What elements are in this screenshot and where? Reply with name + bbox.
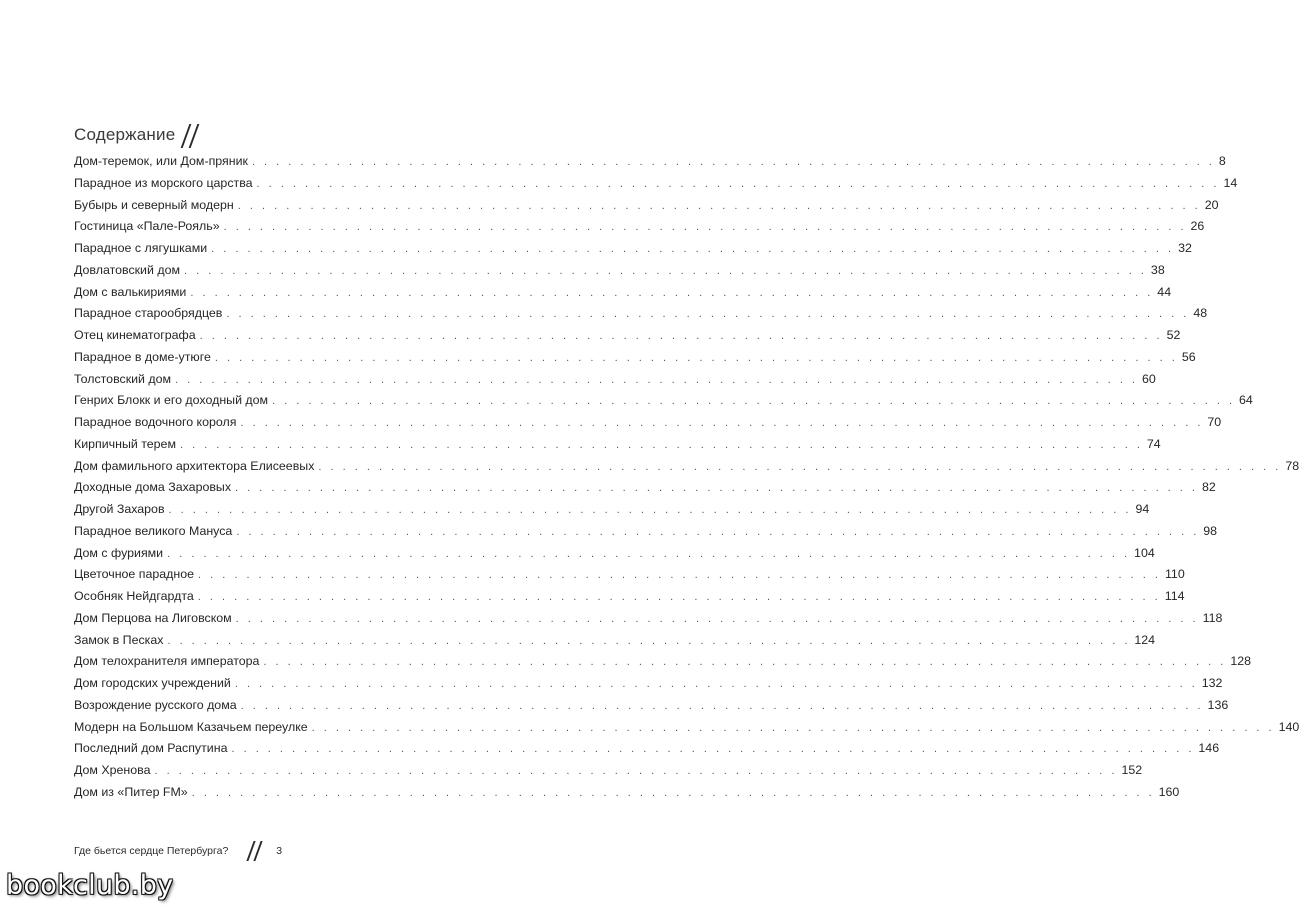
toc-entry-page: 44 — [1157, 284, 1172, 299]
toc-entry-title: Генрих Блокк и его доходный дом — [74, 393, 269, 408]
toc-entry — [74, 262, 1165, 285]
dot-leader: . . . . . . . . . . . . . . . . . . . . . . . . . . . . . . . . . . . . . . . . . . . . . . . . . . . . . . . . . . . . . . . . . . . . . . . . . . . . . . . . — [235, 612, 1199, 625]
toc-entry-page: 98 — [1203, 523, 1218, 538]
toc-entry-page: 132 — [1201, 676, 1223, 690]
toc-entry-page: 94 — [1135, 502, 1150, 516]
toc-entry — [74, 197, 1219, 220]
toc-entry-title: Довлатовский дом — [74, 262, 180, 277]
toc-entry-title: Дом телохранителя императора — [74, 654, 260, 669]
toc-entry-page: 52 — [1166, 328, 1181, 342]
toc-entry-title: Замок в Песках — [74, 632, 164, 647]
toc-entry — [74, 328, 1181, 350]
toc-entry-page: 152 — [1121, 763, 1143, 777]
toc-entry — [74, 284, 1172, 307]
toc-entry-title: Дом из «Питер FM» — [74, 784, 188, 799]
toc-heading — [74, 120, 202, 150]
dot-leader: . . . . . . . . . . . . . . . . . . . . . . . . . . . . . . . . . . . . . . . . . . . . . . . . . . . . . . . . . . . . . . . . . . . . . . . . . . . . . . . . — [198, 569, 1161, 582]
toc-entry — [74, 415, 1222, 437]
toc-entry — [74, 654, 1252, 676]
toc-entry-page: 56 — [1181, 349, 1196, 364]
toc-entry — [74, 154, 1226, 176]
toc-entry-title: Дом фамильного архитектора Елисеевых — [74, 458, 315, 473]
toc-entry-title: Цветочное парадное — [74, 567, 195, 582]
toc-entry-title: Кирпичный терем — [74, 436, 176, 451]
toc-entry-title: Последний дом Распутина — [74, 741, 228, 756]
toc-entry-page: 78 — [1285, 458, 1299, 473]
toc-entry-title: Парадное из морского царства — [74, 175, 253, 190]
dot-leader: . . . . . . . . . . . . . . . . . . . . . . . . . . . . . . . . . . . . . . . . . . . . . . . . . . . . . . . . . . . . . . . . . . . . . . . . . . . . . . . . — [240, 417, 1204, 429]
toc-entry-title: Парадное старообрядцев — [74, 306, 223, 321]
toc-entry — [74, 567, 1185, 589]
toc-entry — [74, 480, 1216, 502]
toc-entry-page: 136 — [1207, 697, 1229, 712]
dot-leader: . . . . . . . . . . . . . . . . . . . . . . . . . . . . . . . . . . . . . . . . . . . . . . . . . . . . . . . . . . . . . . . . . . . . . . . . . . . . . . . . — [191, 786, 1155, 799]
toc-entry-title: Дом с фуриями — [74, 545, 164, 560]
toc-entry — [74, 241, 1192, 263]
toc-entry-page: 114 — [1164, 589, 1185, 603]
toc-entry — [74, 632, 1156, 655]
toc-entry-title: Другой Захаров — [74, 502, 165, 516]
toc-entry-title: Доходные дома Захаровых — [74, 480, 232, 495]
dot-leader: . . . . . . . . . . . . . . . . . . . . . . . . . . . . . . . . . . . . . . . . . . . . . . . . . . . . . . . . . . . . . . . . . . . . . . . . . . . . . . . . — [263, 656, 1227, 669]
toc-entry-page: 74 — [1146, 436, 1161, 451]
toc-entry — [74, 784, 1180, 807]
dot-leader: . . . . . . . . . . . . . . . . . . . . . . . . . . . . . . . . . . . . . . . . . . . . . . . . . . . . . . . . . . . . . . . . . . . . . . . . . . . . . . . . — [223, 221, 1187, 234]
double-slash-icon — [246, 840, 264, 862]
dot-leader: . . . . . . . . . . . . . . . . . . . . . . . . . . . . . . . . . . . . . . . . . . . . . . . . . . . . . . . . . . . . . . . . . . . . . . . . . . . . . . . . — [236, 525, 1200, 538]
dot-leader: . . . . . . . . . . . . . . . . . . . . . . . . . . . . . . . . . . . . . . . . . . . . . . . . . . . . . . . . . . . . . . . . . . . . . . . . . . . . . . . . — [318, 460, 1282, 473]
toc-entry-title: Дом-теремок, или Дом-пряник — [74, 154, 248, 168]
toc-entry-page: 26 — [1190, 219, 1205, 234]
toc-entry — [74, 523, 1218, 546]
toc-entry — [74, 589, 1185, 611]
page-number: 3 — [276, 845, 283, 857]
toc-entry — [74, 719, 1299, 742]
toc-entry-page: 124 — [1134, 632, 1156, 647]
double-slash-icon — [180, 122, 202, 148]
dot-leader: . . . . . . . . . . . . . . . . . . . . . . . . . . . . . . . . . . . . . . . . . . . . . . . . . . . . . . . . . . . . . . . . . . . . . . . . . . . . . . . . — [240, 699, 1204, 712]
toc-entry-title: Парадное с лягушками — [74, 241, 208, 255]
toc-entry — [74, 545, 1155, 568]
dot-leader: . . . . . . . . . . . . . . . . . . . . . . . . . . . . . . . . . . . . . . . . . . . . . . . . . . . . . . . . . . . . . . . . . . . . . . . . . . . . . . . . — [167, 547, 1131, 560]
toc-entry-page: 70 — [1207, 415, 1222, 429]
toc-entry — [74, 349, 1196, 372]
watermark: bookclub.by — [6, 870, 174, 901]
toc-entry-title: Особняк Нейдгардта — [74, 589, 194, 603]
page-title: Содержание — [74, 125, 176, 144]
dot-leader: . . . . . . . . . . . . . . . . . . . . . . . . . . . . . . . . . . . . . . . . . . . . . . . . . . . . . . . . . . . . . . . . . . . . . . . . . . . . . . . . — [256, 177, 1220, 190]
toc-entry — [74, 676, 1223, 698]
toc-entry — [74, 436, 1161, 459]
dot-leader: . . . . . . . . . . . . . . . . . . . . . . . . . . . . . . . . . . . . . . . . . . . . . . . . . . . . . . . . . . . . . . . . . . . . . . . . . . . . . . . . — [226, 308, 1190, 321]
toc-entry-page: 8 — [1218, 154, 1226, 168]
dot-leader: . . . . . . . . . . . . . . . . . . . . . . . . . . . . . . . . . . . . . . . . . . . . . . . . . . . . . . . . . . . . . . . . . . . . . . . . . . . . . . . . — [154, 765, 1118, 777]
dot-leader: . . . . . . . . . . . . . . . . . . . . . . . . . . . . . . . . . . . . . . . . . . . . . . . . . . . . . . . . . . . . . . . . . . . . . . . . . . . . . . . . — [168, 504, 1132, 516]
toc-entry — [74, 219, 1205, 241]
page-footer — [74, 838, 282, 864]
toc-entry-title: Дом городских учреждений — [74, 676, 231, 690]
dot-leader: . . . . . . . . . . . . . . . . . . . . . . . . . . . . . . . . . . . . . . . . . . . . . . . . . . . . . . . . . . . . . . . . . . . . . . . . . . . . . . . . — [190, 286, 1154, 299]
dot-leader: . . . . . . . . . . . . . . . . . . . . . . . . . . . . . . . . . . . . . . . . . . . . . . . . . . . . . . . . . . . . . . . . . . . . . . . . . . . . . . . . — [214, 351, 1178, 364]
toc-entry — [74, 741, 1220, 763]
toc-entry-title: Дом с валькириями — [74, 284, 187, 299]
toc-entry-page: 82 — [1201, 480, 1216, 495]
toc-entry — [74, 610, 1223, 633]
toc-entry-page: 60 — [1142, 371, 1156, 386]
toc-entry-page: 14 — [1223, 175, 1238, 190]
dot-leader: . . . . . . . . . . . . . . . . . . . . . . . . . . . . . . . . . . . . . . . . . . . . . . . . . . . . . . . . . . . . . . . . . . . . . . . . . . . . . . . . — [179, 438, 1143, 451]
toc-entry — [74, 763, 1143, 785]
running-title: Где бьется сердце Петербурга? — [74, 845, 229, 857]
toc-entry-page: 128 — [1230, 654, 1252, 669]
toc-entry — [74, 502, 1150, 524]
dot-leader: . . . . . . . . . . . . . . . . . . . . . . . . . . . . . . . . . . . . . . . . . . . . . . . . . . . . . . . . . . . . . . . . . . . . . . . . . . . . . . . . — [234, 678, 1198, 690]
toc-entry — [74, 458, 1299, 481]
dot-leader: . . . . . . . . . . . . . . . . . . . . . . . . . . . . . . . . . . . . . . . . . . . . . . . . . . . . . . . . . . . . . . . . . . . . . . . . . . . . . . . . — [235, 482, 1198, 495]
toc-entry-page: 48 — [1193, 306, 1208, 321]
toc-entry-page: 20 — [1204, 197, 1219, 212]
dot-leader: . . . . . . . . . . . . . . . . . . . . . . . . . . . . . . . . . . . . . . . . . . . . . . . . . . . . . . . . . . . . . . . . . . . . . . . . . . . . . . . . — [231, 743, 1195, 756]
dot-leader: . . . . . . . . . . . . . . . . . . . . . . . . . . . . . . . . . . . . . . . . . . . . . . . . . . . . . . . . . . . . . . . . . . . . . . . . . . . . . . . . — [183, 264, 1147, 277]
toc-entry-page: 64 — [1239, 393, 1253, 408]
toc-entry-page: 104 — [1134, 545, 1155, 560]
table-of-contents — [74, 154, 1299, 807]
toc-entry-title: Дом Хренова — [74, 763, 151, 777]
toc-entry-title: Толстовский дом — [74, 371, 172, 386]
toc-entry — [74, 175, 1238, 198]
dot-leader: . . . . . . . . . . . . . . . . . . . . . . . . . . . . . . . . . . . . . . . . . . . . . . . . . . . . . . . . . . . . . . . . . . . . . . . . . . . . . . . . — [251, 156, 1215, 168]
toc-entry-title: Парадное в доме-утюге — [74, 349, 211, 364]
toc-entry — [74, 306, 1208, 328]
dot-leader: . . . . . . . . . . . . . . . . . . . . . . . . . . . . . . . . . . . . . . . . . . . . . . . . . . . . . . . . . . . . . . . . . . . . . . . . . . . . . . . . — [237, 199, 1201, 212]
dot-leader: . . . . . . . . . . . . . . . . . . . . . . . . . . . . . . . . . . . . . . . . . . . . . . . . . . . . . . . . . . . . . . . . . . . . . . . . . . . . . . . . — [199, 330, 1163, 342]
toc-entry-page: 118 — [1202, 610, 1223, 625]
dot-leader: . . . . . . . . . . . . . . . . . . . . . . . . . . . . . . . . . . . . . . . . . . . . . . . . . . . . . . . . . . . . . . . . . . . . . . . . . . . . . . . . — [272, 395, 1236, 408]
dot-leader: . . . . . . . . . . . . . . . . . . . . . . . . . . . . . . . . . . . . . . . . . . . . . . . . . . . . . . . . . . . . . . . . . . . . . . . . . . . . . . . . — [311, 721, 1275, 734]
toc-entry-title: Парадное великого Мануса — [74, 523, 233, 538]
toc-entry-page: 110 — [1164, 567, 1185, 582]
toc-entry-title: Возрождение русского дома — [74, 697, 237, 712]
toc-entry-page: 146 — [1198, 741, 1220, 756]
dot-leader: . . . . . . . . . . . . . . . . . . . . . . . . . . . . . . . . . . . . . . . . . . . . . . . . . . . . . . . . . . . . . . . . . . . . . . . . . . . . . . . . — [211, 243, 1175, 255]
toc-entry-title: Бубырь и северный модерн — [74, 197, 234, 212]
toc-entry-page: 38 — [1150, 262, 1165, 277]
dot-leader: . . . . . . . . . . . . . . . . . . . . . . . . . . . . . . . . . . . . . . . . . . . . . . . . . . . . . . . . . . . . . . . . . . . . . . . . . . . . . . . . — [197, 591, 1161, 603]
toc-entry — [74, 371, 1156, 394]
toc-entry-page: 160 — [1158, 784, 1180, 799]
dot-leader: . . . . . . . . . . . . . . . . . . . . . . . . . . . . . . . . . . . . . . . . . . . . . . . . . . . . . . . . . . . . . . . . . . . . . . . . . . . . . . . . — [167, 634, 1131, 647]
toc-entry-page: 140 — [1278, 719, 1299, 734]
toc-entry-title: Парадное водочного короля — [74, 415, 237, 429]
toc-entry-title: Отец кинематографа — [74, 328, 196, 342]
toc-entry-page: 32 — [1178, 241, 1192, 255]
dot-leader: . . . . . . . . . . . . . . . . . . . . . . . . . . . . . . . . . . . . . . . . . . . . . . . . . . . . . . . . . . . . . . . . . . . . . . . . . . . . . . . . — [175, 373, 1138, 386]
toc-entry — [74, 393, 1253, 415]
toc-entry — [74, 697, 1229, 720]
toc-entry-title: Модерн на Большом Казачьем переулке — [74, 719, 308, 734]
toc-entry-title: Дом Перцова на Лиговском — [74, 610, 232, 625]
toc-entry-title: Гостиница «Пале-Рояль» — [74, 219, 220, 234]
